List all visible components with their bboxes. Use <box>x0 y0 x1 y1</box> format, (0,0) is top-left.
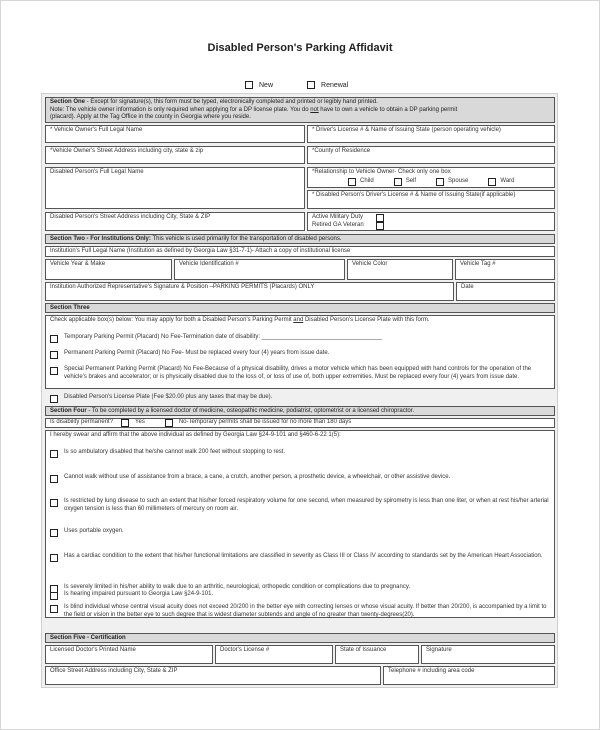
option-new[interactable] <box>245 81 273 89</box>
permit-special-permanent[interactable] <box>50 366 550 381</box>
telephone-field[interactable] <box>383 666 555 685</box>
checkbox-hearing[interactable] <box>50 592 58 600</box>
veteran-label: Retired GA Veteran <box>312 222 364 229</box>
driver-license-field[interactable] <box>307 125 555 143</box>
field-label: *Relationship to Vehicle Owner- Check only one box <box>312 169 451 175</box>
section-four-header: Section Four - To be completed by a licensed doctor of medicine, osteopathic medicine, podiatrist, optometrist or a licensed chiropractor. <box>45 406 555 416</box>
vehicle-color-field[interactable] <box>347 259 453 280</box>
section-five-header: Section Five - Certification <box>45 633 555 643</box>
condition-lung[interactable] <box>50 498 550 513</box>
relationship-spouse[interactable] <box>436 178 468 186</box>
condition-assistance[interactable] <box>50 474 550 483</box>
option-label: Self <box>405 177 417 184</box>
license-plate[interactable] <box>50 394 550 403</box>
checkbox-temporary[interactable] <box>50 335 58 343</box>
checkbox-yes[interactable] <box>121 419 129 427</box>
checkbox-ambulatory[interactable] <box>50 450 58 458</box>
field-label: Telephone # including area code <box>388 668 475 674</box>
document-title: Disabled Person's Parking Affidavit <box>207 42 393 54</box>
item-label: Is hearing impaired pursuant to Georgia Law §24-9-101. <box>64 591 214 597</box>
section-three-body: Check applicable box(s) below: You may apply for both a Disabled Person's Parking Permit and Disabled Person's License Plate with this form. <box>45 315 555 389</box>
field-label: Vehicle Identification # <box>179 261 239 267</box>
section-two-header: Section Two - For Institutions Only: This vehicle is used primarily for the transportation of disabled persons. <box>45 234 555 244</box>
checkbox-cardiac[interactable] <box>50 554 58 562</box>
affidavit-form <box>41 93 558 688</box>
relationship-self[interactable] <box>394 178 416 186</box>
checkbox-special-permanent[interactable] <box>50 367 58 375</box>
condition-cardiac[interactable] <box>50 553 550 562</box>
doctor-license-field[interactable] <box>215 645 333 664</box>
condition-oxygen[interactable] <box>50 528 550 537</box>
field-label: Disabled Person's Street Address including City, State & ZIP <box>50 214 211 220</box>
item-label: Permanent Parking Permit (Placard) No Fee- Must be replaced every four (4) years from issue date. <box>64 350 330 356</box>
year-make-field[interactable] <box>45 259 172 280</box>
item-label: Is so ambulatory disabled that he/she cannot walk 200 feet without stopping to rest. <box>64 449 286 455</box>
institution-date-field[interactable] <box>456 282 555 301</box>
no-label: No-Temporary permits shall be issued for no more than 180 days <box>178 419 352 426</box>
field-label: Institution Authorized Representative's Signature & Position –PARKING PERMITS (Placards) ONLY <box>50 284 315 290</box>
disabled-address-field[interactable] <box>45 212 305 231</box>
vin-field[interactable] <box>174 259 345 280</box>
military-status <box>307 212 555 231</box>
field-label: Doctor's License # <box>220 647 270 653</box>
checkbox-veteran[interactable] <box>376 222 384 230</box>
item-label: Cannot walk without use of assistance from a brace, a cane, a crutch, another person, a prosthetic device, a wheelchair, or other assistive device. <box>64 474 451 480</box>
checkbox-permanent[interactable] <box>50 351 58 359</box>
relationship-field <box>307 167 555 188</box>
office-address-field[interactable] <box>45 666 381 685</box>
checkbox-renewal[interactable] <box>307 81 315 89</box>
item-label: Has a cardiac condition to the extent that his/her functional limitations are classified in severity as Class III or Class IV according to standards set by the American Heart Association. <box>64 553 543 559</box>
field-label: *County of Residence <box>312 148 371 154</box>
option-label: Ward <box>500 177 515 184</box>
checkbox-lung[interactable] <box>50 499 58 507</box>
section-one-header: Section One - Except for signature(s), this form must be typed, electronically completed and printed or legibly hand printed. Note: The vehicle owner information is only required when applying for a DP license plate. You do not have to own a vehicle to obtain a DP parking permit (placard). Apply at the Tag Office in the county in Georgia where you reside. <box>45 97 555 123</box>
option-label: New <box>259 81 274 89</box>
yes-label: Yes <box>135 419 145 426</box>
condition-hearing-item[interactable] <box>50 591 550 600</box>
item-label: Special Permanent Parking Permit (Placard) No Fee-Because of a physical disability, drives a motor vehicle which has been equipped with hand controls for the operation of the vehicle's brakes and accelerator; or is physically disabled due to the loss of, or loss of use of, both upper extremities. Must be replaced every four (4) years from issue date. <box>64 366 532 380</box>
option-label: Spouse <box>448 177 469 184</box>
field-label: * Disabled Person's Driver's License # & Name of Issuing State(if applicable) <box>312 192 516 198</box>
permanent-question: Is disability permanent? <box>50 419 114 426</box>
doctor-name-field[interactable] <box>45 645 213 664</box>
institution-signature-field[interactable] <box>45 282 454 301</box>
checkbox-ward[interactable] <box>488 178 496 186</box>
application-type <box>245 81 382 89</box>
checkbox-self[interactable] <box>394 178 402 186</box>
field-label: Vehicle Tag # <box>460 261 496 267</box>
field-label: Vehicle Color <box>352 261 388 267</box>
condition-ambulatory[interactable] <box>50 449 550 458</box>
institution-name-field[interactable] <box>45 246 555 257</box>
item-label: Is severely limited in his/her ability to walk due to an arthritic, neurological, orthopedic condition or complications due to pregnancy. <box>64 584 411 590</box>
field-label: Licensed Doctor's Printed Name <box>50 647 136 653</box>
field-label: Office Street Address including City, State & ZIP <box>50 668 178 674</box>
disabled-license-field[interactable] <box>307 190 555 209</box>
field-label: * Vehicle Owner's Full Legal Name <box>50 127 143 133</box>
owner-name-field[interactable] <box>45 125 305 143</box>
field-label: Date <box>461 284 474 290</box>
checkbox-no[interactable] <box>165 419 173 427</box>
item-label: Disabled Person's License Plate (Fee $20.00 plus any taxes that may be due). <box>64 394 273 400</box>
checkbox-assistance[interactable] <box>50 475 58 483</box>
option-label: Renewal <box>321 81 349 89</box>
section-three-header: Section Three <box>45 303 555 313</box>
item-label: Temporary Parking Permit (Placard) No Fee-Termination date of disability: ____________________________________ <box>64 334 382 340</box>
condition-blind[interactable] <box>50 604 550 619</box>
permit-temporary[interactable] <box>50 334 550 343</box>
checkbox-child[interactable] <box>348 178 356 186</box>
county-field[interactable] <box>307 146 555 164</box>
permit-permanent[interactable] <box>50 350 550 359</box>
checkbox-blind[interactable] <box>50 605 58 613</box>
field-label: Institution's Full Legal Name (Institution as defined by Georgia Law §31-7-1)- Attach a copy of institutional license <box>50 248 351 254</box>
checkbox-license-plate[interactable] <box>50 395 58 403</box>
field-label: *Vehicle Owner's Street Address including city, state & zip <box>50 148 204 154</box>
field-label: Signature <box>426 647 452 653</box>
field-label: Vehicle Year & Make <box>50 261 106 267</box>
checkbox-military[interactable] <box>376 214 384 222</box>
doctor-signature-field[interactable] <box>421 645 555 664</box>
state-issuance-field[interactable] <box>335 645 419 664</box>
option-label: Child <box>360 177 374 184</box>
item-label: Is blind individual whose central visual acuity does not exceed 20/200 in the better eye with correcting lenses or whose visual acuity. If better than 20/200, is accompanied by a limit to the field or vision in the better eye to such degree that is widest diameter subtends and angle of no greater than twenty-degrees(20). <box>64 604 547 618</box>
option-renewal[interactable] <box>307 81 348 89</box>
military-label: Active Military Duty <box>312 214 364 221</box>
item-label: Is restricted by lung disease to such an extent that his/her forced respiratory volume for one second, when measured by spirometry is less than one liter, or when at rest his/her arterial oxygen tension is less than 60 millimeters of mercury on room air. <box>64 498 549 512</box>
disabled-name-field[interactable] <box>45 167 305 209</box>
field-label: State of Issuance <box>340 647 387 653</box>
checkbox-new[interactable] <box>245 81 253 89</box>
relationship-child[interactable] <box>348 178 374 186</box>
relationship-ward[interactable] <box>488 178 514 186</box>
affirm-statement: I hereby swear and affirm that the above individual as defined by Georgia Law §24-9-101 and §460-6-22 1(5): <box>50 432 341 438</box>
field-label: Disabled Person's Full Legal Name <box>50 169 144 175</box>
checkbox-spouse[interactable] <box>436 178 444 186</box>
owner-address-field[interactable] <box>45 146 305 164</box>
field-label: * Driver's License # & Name of Issuing State (person operating vehicle) <box>312 127 501 133</box>
vehicle-tag-field[interactable] <box>455 259 555 280</box>
checkbox-oxygen[interactable] <box>50 529 58 537</box>
item-label: Uses portable oxygen. <box>64 528 124 534</box>
disability-permanent-row <box>45 418 555 428</box>
